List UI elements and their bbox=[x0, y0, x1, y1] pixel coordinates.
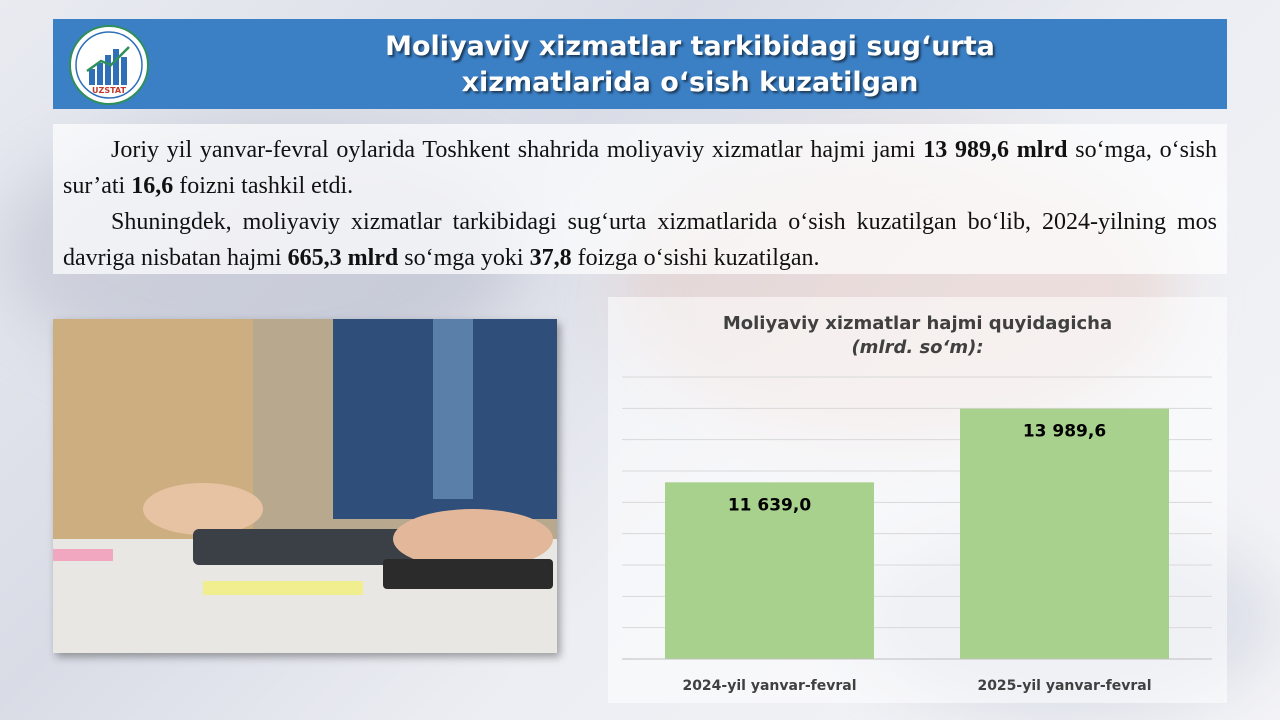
category-label-2: 2025-yil yanvar-fevral bbox=[977, 678, 1152, 694]
uzstat-logo bbox=[69, 25, 149, 105]
page-title bbox=[173, 29, 1207, 101]
bar-2 bbox=[960, 409, 1169, 659]
chart-subtitle: (mlrd. so‘m): bbox=[851, 337, 984, 358]
insurance-volume: 665,3 mlrd bbox=[287, 245, 399, 271]
paragraph-1: Joriy yil yanvar-fevral oylarida Toshkent shahrida moliyaviy xizmatlar hajmi jami 13 989,6 mlrd so‘mga, o‘sish sur’ati 16,6 foizni tashkil etdi. bbox=[63, 137, 1217, 199]
category-label-1: 2024-yil yanvar-fevral bbox=[682, 678, 857, 694]
summary-text bbox=[53, 124, 1227, 274]
chart-panel bbox=[608, 297, 1227, 703]
data-label-1: 11 639,0 bbox=[727, 495, 812, 516]
data-label-2: 13 989,6 bbox=[1022, 421, 1107, 442]
total-volume: 13 989,6 mlrd bbox=[923, 137, 1068, 163]
title-line-2: xizmatlarida o‘sish kuzatilgan bbox=[461, 67, 919, 98]
header-banner bbox=[53, 19, 1227, 109]
growth-rate: 16,6 bbox=[131, 173, 174, 199]
bar-chart bbox=[608, 297, 1227, 703]
photo-businessman-calculator bbox=[53, 319, 557, 653]
paragraph-2: Shuningdek, moliyaviy xizmatlar tarkibidagi sug‘urta xizmatlarida o‘sish kuzatilgan bo‘lib, 2024-yilning mos davriga nisbatan hajmi 665,3 mlrd so‘mga yoki 37,8 foizga o‘sishi kuzatilgan. bbox=[63, 209, 1217, 271]
logo-wordmark: UZSTAT bbox=[92, 86, 126, 95]
title-line-1: Moliyaviy xizmatlar tarkibidagi sug‘urta bbox=[385, 31, 995, 62]
chart-title: Moliyaviy xizmatlar hajmi quyidagicha bbox=[722, 313, 1113, 334]
insurance-growth: 37,8 bbox=[529, 245, 572, 271]
